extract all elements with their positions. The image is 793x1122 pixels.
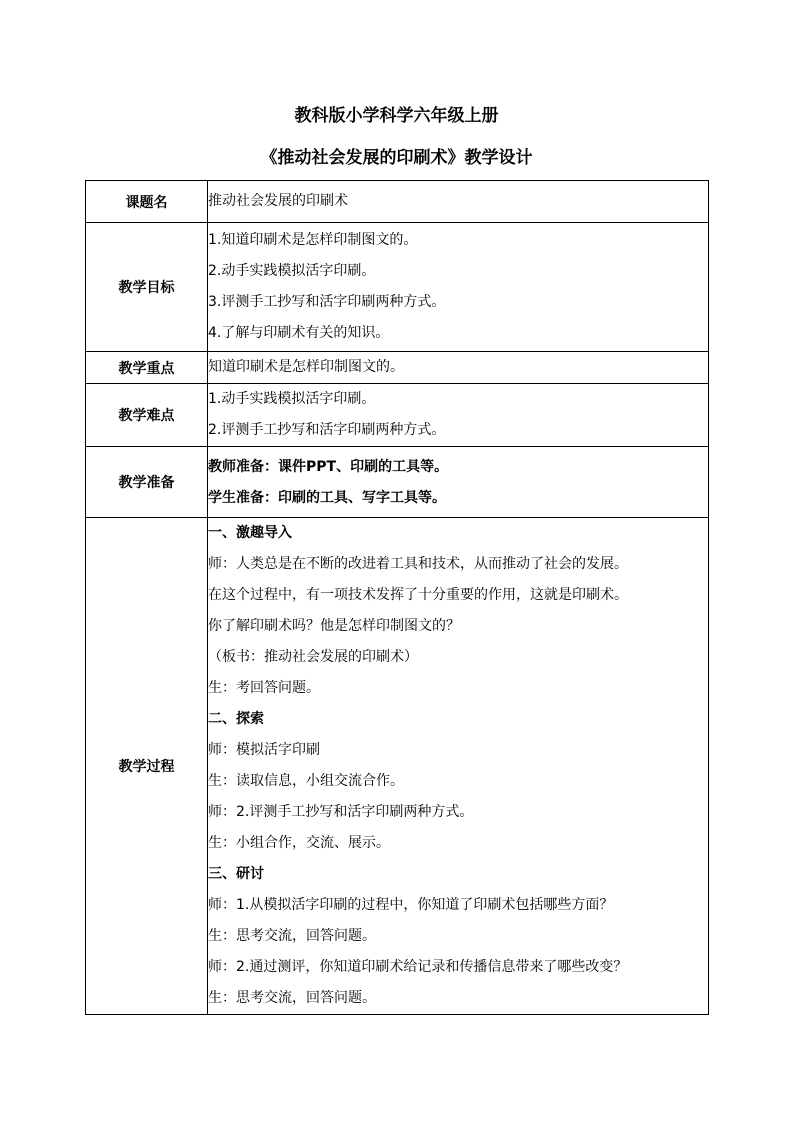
difficulties-cell — [208, 384, 709, 447]
key-points-cell — [208, 352, 709, 384]
process-line: 生：读取信息，小组交流合作。 — [208, 773, 404, 789]
process-line: 在这个过程中，有一项技术发挥了十分重要的作用，这就是印刷术。 — [208, 587, 628, 603]
key-points-label: 教学重点 — [86, 352, 208, 384]
process-line: 生：小组合作，交流、展示。 — [208, 835, 390, 851]
preparation-label: 教学准备 — [86, 447, 208, 518]
lesson-plan-table — [85, 180, 709, 1015]
process-label: 教学过程 — [86, 518, 208, 1015]
process-line: 师：2.评测手工抄写和活字印刷两种方式。 — [208, 804, 474, 820]
student-preparation: 学生准备：印刷的工具、写字工具等。 — [208, 490, 446, 506]
difficulty-item: 2.评测手工抄写和活字印刷两种方式。 — [208, 422, 446, 438]
document-subtitle: 《推动社会发展的印刷术》教学设计 — [260, 148, 533, 168]
section-heading: 三、研讨 — [208, 866, 264, 882]
process-line: 你了解印刷术吗？他是怎样印制图文的？ — [208, 618, 460, 634]
objective-item: 1.知道印刷术是怎样印制图文的。 — [208, 232, 418, 248]
process-line: 师：模拟活字印刷 — [208, 742, 320, 758]
row-process — [86, 518, 709, 1015]
objectives-label: 教学目标 — [86, 223, 208, 352]
preparation-cell — [208, 447, 709, 518]
objective-item: 3.评测手工抄写和活字印刷两种方式。 — [208, 294, 446, 310]
objectives-cell — [208, 223, 709, 352]
row-difficulties — [86, 384, 709, 447]
row-key-points — [86, 352, 709, 384]
difficulty-item: 1.动手实践模拟活字印刷。 — [208, 391, 376, 407]
section-heading: 一、激趣导入 — [208, 525, 292, 541]
process-line: （板书：推动社会发展的印刷术） — [208, 649, 418, 665]
row-preparation — [86, 447, 709, 518]
process-line: 生：考回答问题。 — [208, 680, 320, 696]
process-line: 师：2.通过测评，你知道印刷术给记录和传播信息带来了哪些改变？ — [208, 959, 628, 975]
row-topic — [86, 181, 709, 223]
objective-item: 4.了解与印刷术有关的知识。 — [208, 325, 390, 341]
process-line: 师：人类总是在不断的改进着工具和技术，从而推动了社会的发展。 — [208, 556, 628, 572]
process-cell — [208, 518, 709, 1015]
topic-value: 推动社会发展的印刷术 — [208, 193, 348, 209]
teacher-preparation: 教师准备：课件PPT、印刷的工具等。 — [208, 459, 449, 475]
process-line: 生：思考交流，回答问题。 — [208, 928, 376, 944]
topic-value-cell — [208, 181, 709, 223]
row-objectives — [86, 223, 709, 352]
section-heading: 二、探索 — [208, 711, 264, 727]
document-title: 教科版小学科学六年级上册 — [294, 106, 499, 126]
difficulties-label: 教学难点 — [86, 384, 208, 447]
key-points-value: 知道印刷术是怎样印制图文的。 — [208, 359, 404, 375]
topic-label: 课题名 — [86, 181, 208, 223]
objective-item: 2.动手实践模拟活字印刷。 — [208, 263, 376, 279]
process-line: 师：1.从模拟活字印刷的过程中，你知道了印刷术包括哪些方面？ — [208, 897, 614, 913]
process-line: 生：思考交流，回答问题。 — [208, 990, 376, 1006]
